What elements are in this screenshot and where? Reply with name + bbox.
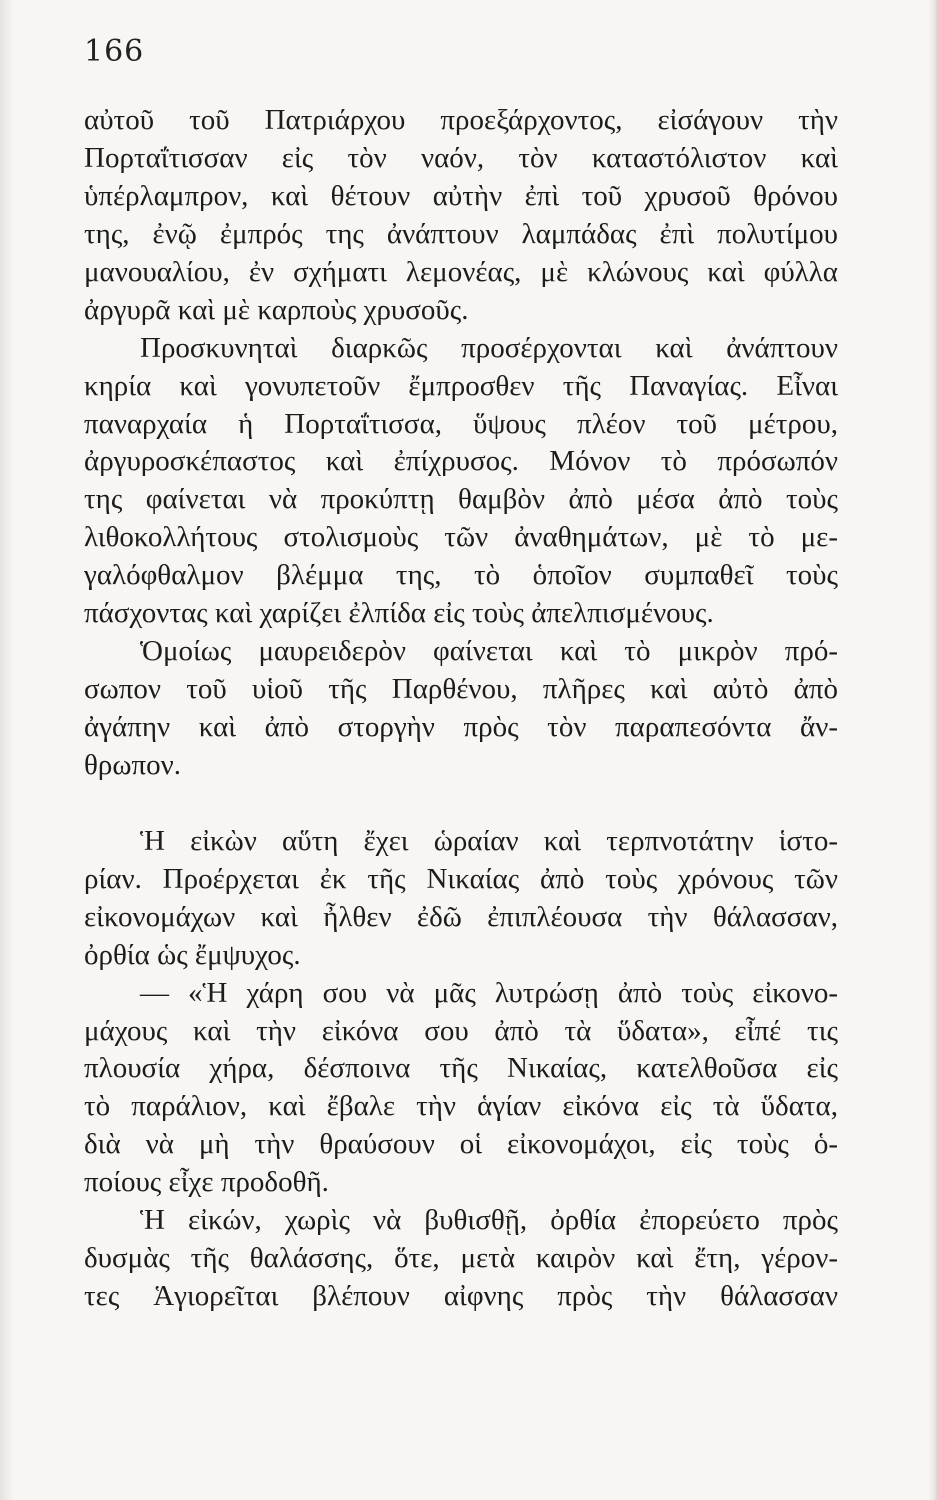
text-line: διὰ νὰ μὴ τὴν θραύσουν οἱ εἰκονομάχοι, εἰς τοὺς ὁ- bbox=[84, 1128, 838, 1161]
text-line: ὑπέρλαμπρον, καὶ θέτουν αὐτὴν ἐπὶ τοῦ χρυσοῦ θρόνου bbox=[84, 179, 838, 212]
body-text bbox=[84, 102, 838, 1316]
text-line: πάσχοντας καὶ χαρίζει ἐλπίδα εἰς τοὺς ἀπελπισμένους. bbox=[84, 597, 714, 630]
text-line: Ὁμοίως μαυρειδερὸν φαίνεται καὶ τὸ μικρὸν πρό- bbox=[140, 635, 838, 668]
text-line: τες Ἁγιορεῖται βλέπουν αἰφνης πρὸς τὴν θάλασσαν bbox=[84, 1280, 838, 1313]
text-line: ὀρθία ὡς ἔμψυχος. bbox=[84, 938, 301, 971]
text-line: εἰκονομάχων καὶ ἦλθεν ἐδῶ ἐπιπλέουσα τὴν θάλασσαν, bbox=[84, 900, 838, 933]
text-line: κηρία καὶ γονυπετοῦν ἔμπροσθεν τῆς Παναγίας. Εἶναι bbox=[84, 369, 838, 402]
paragraph-gap bbox=[84, 785, 838, 823]
text-line: παναρχαία ἡ Πορταΐτισσα, ὕψους πλέον τοῦ μέτρου, bbox=[84, 407, 838, 440]
text-line: Πορταΐτισσαν εἰς τὸν ναόν, τὸν καταστόλιστον καὶ bbox=[84, 141, 838, 174]
text-line: πλουσία χήρα, δέσποινα τῆς Νικαίας, κατελθοῦσα εἰς bbox=[84, 1052, 838, 1085]
text-line: μανουαλίου, ἐν σχήματι λεμονέας, μὲ κλώνους καὶ φύλλα bbox=[84, 255, 838, 288]
text-line: ἀγάπην καὶ ἀπὸ στοργὴν πρὸς τὸν παραπεσόντα ἄν- bbox=[84, 711, 838, 743]
text-line: ἀργυρᾶ καὶ μὲ καρποὺς χρυσοῦς. bbox=[84, 293, 469, 326]
text-line: σωπον τοῦ υἱοῦ τῆς Παρθένου, πλῆρες καὶ αὐτὸ ἀπὸ bbox=[84, 673, 838, 706]
text-line: ἀργυροσκέπαστος καὶ ἐπίχρυσος. Μόνον τὸ πρόσωπόν bbox=[84, 445, 838, 478]
text-line: ρίαν. Προέρχεται ἐκ τῆς Νικαίας ἀπὸ τοὺς χρόνους τῶν bbox=[84, 862, 838, 895]
text-line: δυσμὰς τῆς θαλάσσης, ὅτε, μετὰ καιρὸν καὶ ἔτη, γέρον- bbox=[84, 1242, 838, 1275]
text-line: Προσκυνηταὶ διαρκῶς προσέρχονται καὶ ἀνάπτουν bbox=[140, 331, 838, 364]
page-number: 166 bbox=[84, 34, 145, 69]
text-line: μάχους καὶ τὴν εἰκόνα σου ἀπὸ τὰ ὕδατα», εἶπέ τις bbox=[84, 1014, 838, 1047]
text-line: της, ἐνῷ ἐμπρός της ἀνάπτουν λαμπάδας ἐπὶ πολυτίμου bbox=[84, 217, 838, 250]
text-line: ποίους εἶχε προδοθῆ. bbox=[84, 1166, 329, 1199]
text-line: Ἡ εἰκὼν αὕτη ἔχει ὡραίαν καὶ τερπνοτάτην ἱστο- bbox=[140, 824, 838, 857]
text-line: Ἡ εἰκών, χωρὶς νὰ βυθισθῇ, ὀρθία ἐπορεύετο πρὸς bbox=[140, 1204, 838, 1237]
text-line: αὐτοῦ τοῦ Πατριάρχου προεξάρχοντος, εἰσάγουν τὴν bbox=[84, 104, 838, 136]
text-line: της φαίνεται νὰ προκύπτῃ θαμβὸν ἀπὸ μέσα ἀπὸ τοὺς bbox=[84, 483, 838, 516]
text-line: λιθοκολλήτους στολισμοὺς τῶν ἀναθημάτων, μὲ τὸ με- bbox=[84, 521, 838, 554]
text-line: τὸ παράλιον, καὶ ἔβαλε τὴν ἁγίαν εἰκόνα εἰς τὰ ὕδατα, bbox=[84, 1090, 838, 1123]
text-line: θρωπον. bbox=[84, 748, 181, 781]
text-line: γαλόφθαλμον βλέμμα της, τὸ ὁποῖον συμπαθεῖ τοὺς bbox=[84, 559, 838, 592]
text-line: — «Ἡ χάρη σου νὰ μᾶς λυτρώσῃ ἀπὸ τοὺς εἰκονο- bbox=[140, 976, 838, 1009]
page-shadow-left bbox=[0, 0, 14, 1500]
page-edge-right bbox=[928, 0, 938, 1500]
